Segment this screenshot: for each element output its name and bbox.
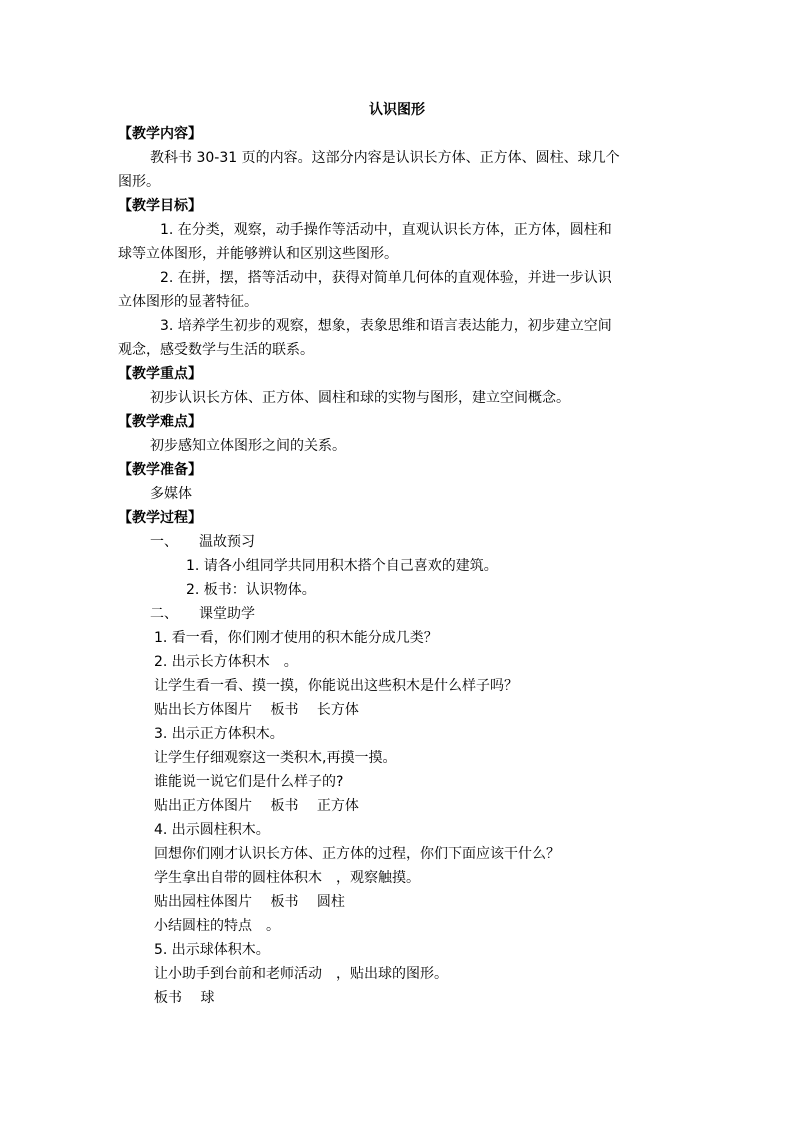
process-line-2: 1. 请各小组同学共同用积木搭个自己喜欢的建筑。 (186, 558, 498, 574)
process-line-13: 4. 出示圆柱积木。 (154, 822, 270, 838)
teaching-content-line-1: 教科书 30-31 页的内容。这部分内容是认识长方体、正方体、圆柱、球几个 (150, 150, 620, 166)
section-heading-process: 【教学过程】 (118, 510, 202, 526)
objective-line-5: 3. 培养学生初步的观察，想象，表象思维和语言表达能力，初步建立空间 (160, 318, 612, 334)
process-line-18: 5. 出示球体积木。 (154, 942, 270, 958)
section-heading-teaching-objectives: 【教学目标】 (118, 198, 202, 214)
section-heading-difficulties: 【教学难点】 (118, 414, 202, 430)
process-line-9: 3. 出示正方体积木。 (154, 726, 284, 742)
process-line-1: 一、 温故预习 (150, 534, 255, 550)
process-line-3: 2. 板书：认识物体。 (186, 582, 316, 598)
process-line-6: 2. 出示长方体积木 。 (154, 654, 298, 670)
process-line-11: 谁能说一说它们是什么样子的? (154, 774, 344, 790)
process-line-12: 贴出正方体图片 板书 正方体 (154, 798, 359, 814)
process-line-20: 板书 球 (154, 990, 215, 1006)
process-line-14: 回想你们刚才认识长方体、正方体的过程，你们下面应该干什么？ (154, 846, 560, 862)
objective-line-4: 立体图形的显著特征。 (118, 294, 258, 310)
objective-line-1: 1. 在分类，观察，动手操作等活动中，直观认识长方体，正方体，圆柱和 (160, 222, 612, 238)
difficulties-line-1: 初步感知立体图形之间的关系。 (150, 438, 346, 454)
process-line-16: 贴出园柱体图片 板书 圆柱 (154, 894, 345, 910)
teaching-content-line-2: 图形。 (118, 174, 160, 190)
objective-line-2: 球等立体图形，并能够辨认和区别这些图形。 (118, 246, 398, 262)
objective-line-6: 观念，感受数学与生活的联系。 (118, 342, 314, 358)
process-line-15: 学生拿出自带的圆柱体积木 ，观察触摸。 (154, 870, 420, 886)
process-line-19: 让小助手到台前和老师活动 ，贴出球的图形。 (154, 966, 448, 982)
process-line-8: 贴出长方体图片 板书 长方体 (154, 702, 359, 718)
document-title: 认识图形 (369, 102, 425, 118)
process-line-5: 1. 看一看，你们刚才使用的积木能分成几类？ (154, 630, 438, 646)
process-line-4: 二、 课堂助学 (150, 606, 255, 622)
section-heading-preparation: 【教学准备】 (118, 462, 202, 478)
process-line-7: 让学生看一看、摸一摸，你能说出这些积木是什么样子吗？ (154, 678, 518, 694)
objective-line-3: 2. 在拼，摆，搭等活动中，获得对简单几何体的直观体验，并进一步认识 (160, 270, 612, 286)
section-heading-teaching-content: 【教学内容】 (118, 126, 202, 142)
process-line-17: 小结圆柱的特点 。 (154, 918, 280, 934)
process-line-10: 让学生仔细观察这一类积木,再摸一摸。 (154, 750, 397, 766)
section-heading-key-points: 【教学重点】 (118, 366, 202, 382)
preparation-line-1: 多媒体 (150, 486, 192, 502)
key-points-line-1: 初步认识长方体、正方体、圆柱和球的实物与图形，建立空间概念。 (150, 390, 570, 406)
